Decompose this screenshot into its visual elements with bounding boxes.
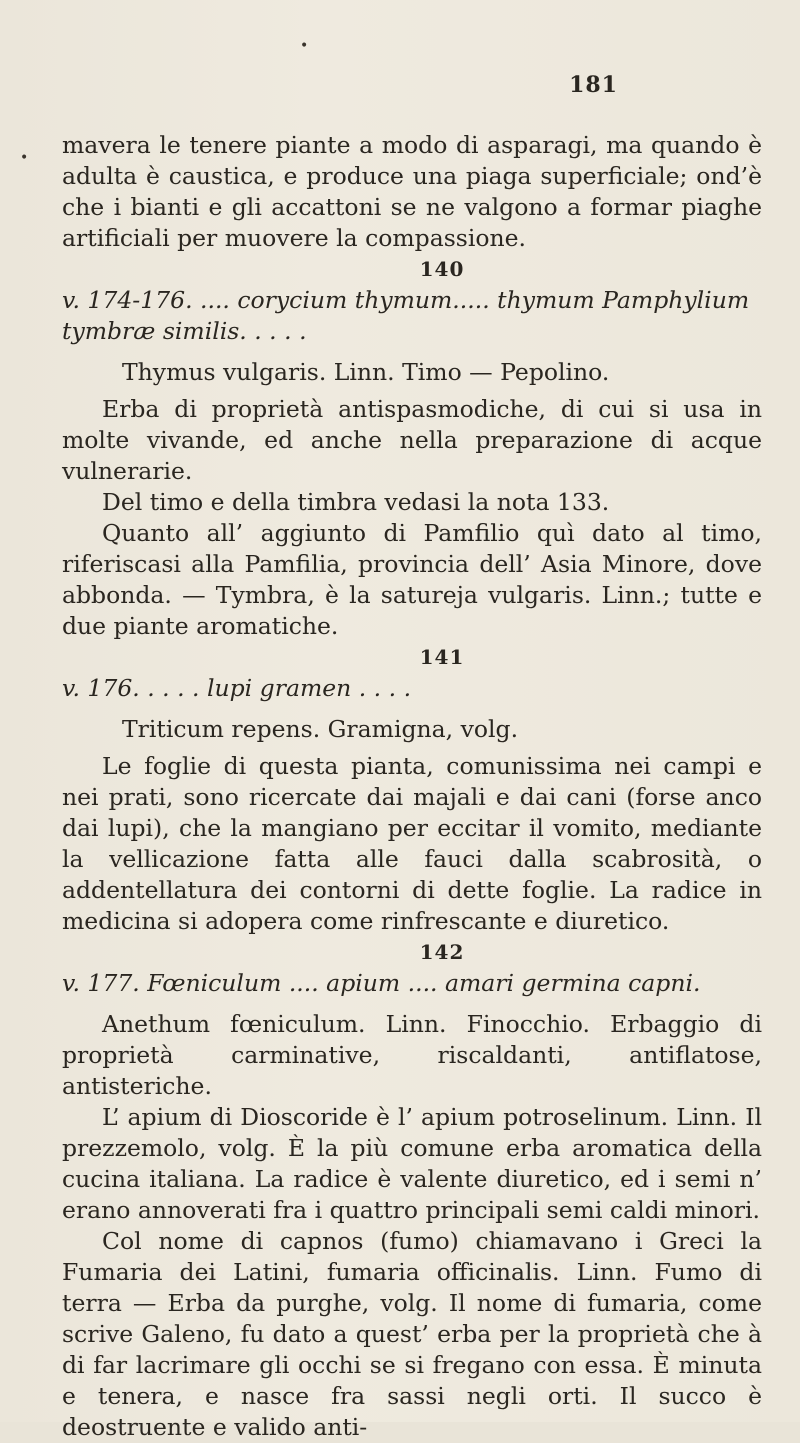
note-heading: Triticum repens. Gramigna, volg. [122, 715, 519, 743]
note-heading: Thymus vulgaris. Linn. Timo — Pepolino. [122, 358, 610, 386]
paragraph: mavera le tenere piante a modo di asparagi, ma quando è adulta è caustica, e produce una piaga superficiale; ond’è che i bianti e gli accattoni se ne valgono a formar piaghe artificiali per muovere la compassione. [62, 131, 762, 252]
page-body [62, 130, 762, 1443]
paragraph: L’ apium di Dioscoride è l’ apium potroselinum. Linn. Il prezzemolo, volg. È la più comune erba aromatica della cucina italiana. La radice è valente diuretico, ed i semi n’ erano annoverati fra i quattro principali semi caldi minori. [62, 1103, 762, 1224]
page-number: 181 [569, 72, 618, 98]
note-heading: Anethum fœniculum. Linn. Finocchio. Erbaggio di proprietà carminative, riscaldanti, antiflatose, antisteriche. [62, 1010, 762, 1100]
note-number: 140 [419, 257, 465, 281]
verse-reference: v. 174-176. .... corycium thymum..... thymum Pamphylium tymbræ similis. . . . . [62, 286, 750, 345]
verse-reference: v. 177. Fœniculum .... apium .... amari germina capni. [62, 969, 701, 997]
note-number: 141 [419, 645, 465, 669]
paragraph: Col nome di capnos (fumo) chiamavano i Greci la Fumaria dei Latini, fumaria officinalis. Linn. Fumo di terra — Erba da purghe, volg. Il nome di fumaria, come scrive Galeno, fu dato a quest’ erba per la proprietà che à di far lacrimare gli occhi se si fregano con essa. È minuta e tenera, e nasce fra sassi negli orti. Il succo è deostruente e valido anti- [62, 1227, 762, 1441]
paragraph: Del timo e della timbra vedasi la nota 133. [102, 488, 610, 516]
note-number: 142 [419, 940, 465, 964]
ink-speck: • [300, 38, 309, 54]
paragraph: Quanto all’ aggiunto di Pamfilio quì dato al timo, riferiscasi alla Pamfilia, provincia dell’ Asia Minore, dove abbonda. — Tymbra, è la satureja vulgaris. Linn.; tutte e due piante aromatiche. [62, 519, 762, 640]
paragraph: Erba di proprietà antispasmodiche, di cui si usa in molte vivande, ed anche nella preparazione di acque vulnerarie. [62, 395, 762, 485]
ink-speck: • [20, 150, 29, 166]
verse-reference: v. 176. . . . . lupi gramen . . . . [62, 674, 412, 702]
paragraph: Le foglie di questa pianta, comunissima nei campi e nei prati, sono ricercate dai majali e dai cani (forse anco dai lupi), che la mangiano per eccitar il vomito, mediante la vellicazione fatta alle fauci dalla scabrosità, o addentellatura dei contorni di dette foglie. La radice in medicina si adopera come rinfrescante e diuretico. [62, 752, 762, 935]
